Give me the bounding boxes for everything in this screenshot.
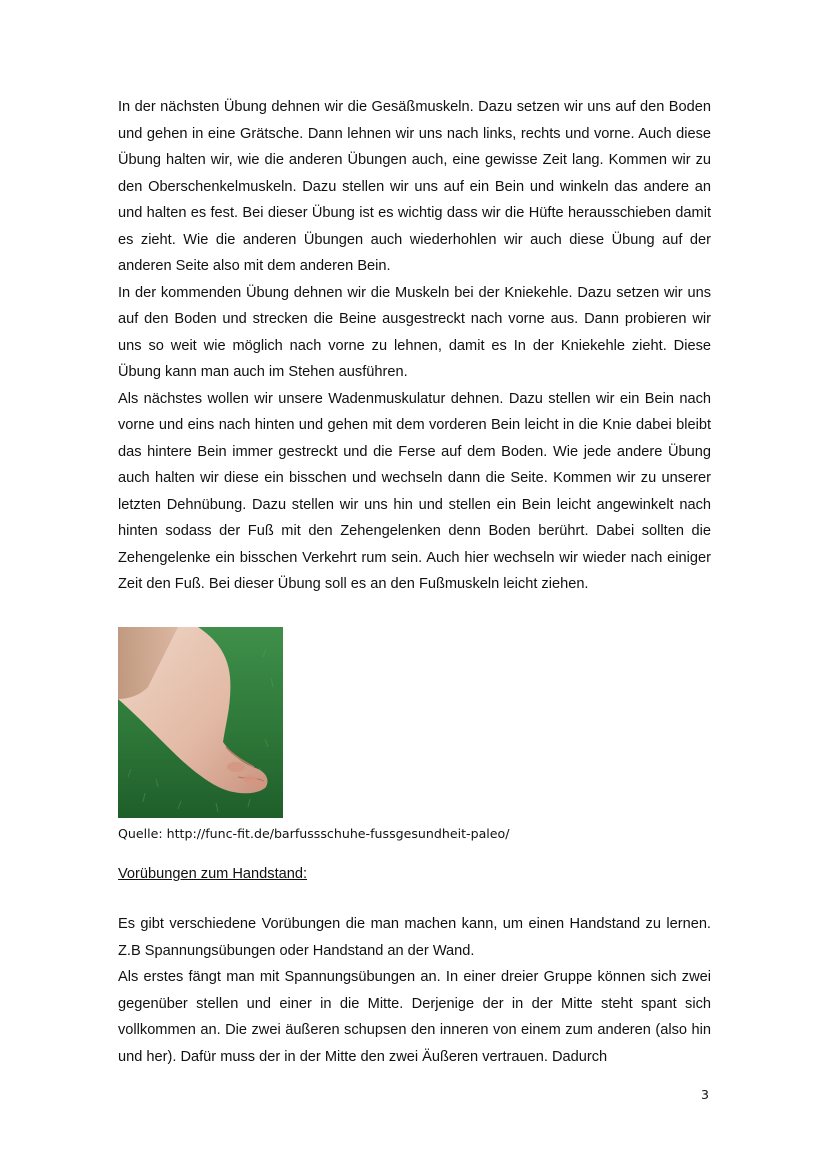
foot-stretch-photo — [118, 627, 283, 818]
body-text-top — [118, 94, 711, 598]
paragraph-gluteal-thigh-stretch: In der nächsten Übung dehnen wir die Gesäßmuskeln. Dazu setzen wir uns auf den Boden und gehen in eine Grätsche. Dann lehnen wir uns nach links, rechts und vorne. Auch diese Übung halten wir, wie die anderen Übungen auch, eine gewisse Zeit lang. Kommen wir zu den Oberschenkelmuskeln. Dazu stellen wir uns auf ein Bein und winkeln das andere an und halten es fest. Bei dieser Übung ist es wichtig dass wir die Hüfte herausschieben damit es zieht. Wie die anderen Übungen auch wiederhohlen wir auch diese Übung auf der anderen Seite also mit dem anderen Bein. — [118, 99, 711, 274]
section-heading: Vorübungen zum Handstand: — [118, 866, 308, 882]
paragraph-calf-foot-stretch: Als nächstes wollen wir unsere Wadenmuskulatur dehnen. Dazu stellen wir ein Bein nach vorne und eins nach hinten und gehen mit dem vorderen Bein leicht in die Knie dabei bleibt das hintere Bein immer gestreckt und die Ferse auf dem Boden. Wie jede andere Übung auch halten wir diese ein bisschen und wechseln dann die Seite. Kommen wir zu unserer letzten Dehnübung. Dazu stellen wir uns hin und stellen ein Bein leicht angewinkelt nach hinten sodass der Fuß mit den Zehengelenken denn Boden berührt. Dabei sollten die Zehengelenke ein bisschen Verkehrt rum sein. Auch hier wechseln wir wieder nach einiger Zeit den Fuß. Bei dieser Übung soll es an den Fußmuskeln leicht ziehen. — [118, 390, 711, 592]
paragraph-hamstring-stretch: In der kommenden Übung dehnen wir die Muskeln bei der Kniekehle. Dazu setzen wir uns auf den Boden und strecken die Beine ausgestreckt nach vorne aus. Dann probieren wir uns so weit wie möglich nach vorne zu lehnen, damit es In der Kniekehle zieht. Diese Übung kann man auch im Stehen ausführen. — [118, 284, 711, 380]
body-text-bottom — [118, 911, 711, 1070]
paragraph-handstand-intro: Es gibt verschiedene Vorübungen die man machen kann, um einen Handstand zu lernen. Z.B Spannungsübungen oder Handstand an der Wand. — [118, 916, 711, 959]
paragraph-tension-exercises: Als erstes fängt man mit Spannungsübungen an. In einer dreier Gruppe können sich zwei gegenüber stellen und einer in die Mitte. Derjenige der in der Mitte steht spant sich vollkommen an. Die zwei äußeren schupsen den inneren von einem zum anderen (also hin und her). Dafür muss der in der Mitte den zwei Äußeren vertrauen. Dadurch — [118, 969, 711, 1065]
page-number: 3 — [701, 1087, 709, 1102]
image-source-caption: Quelle: http://func-fit.de/barfussschuhe-fussgesundheit-paleo/ — [118, 826, 510, 841]
